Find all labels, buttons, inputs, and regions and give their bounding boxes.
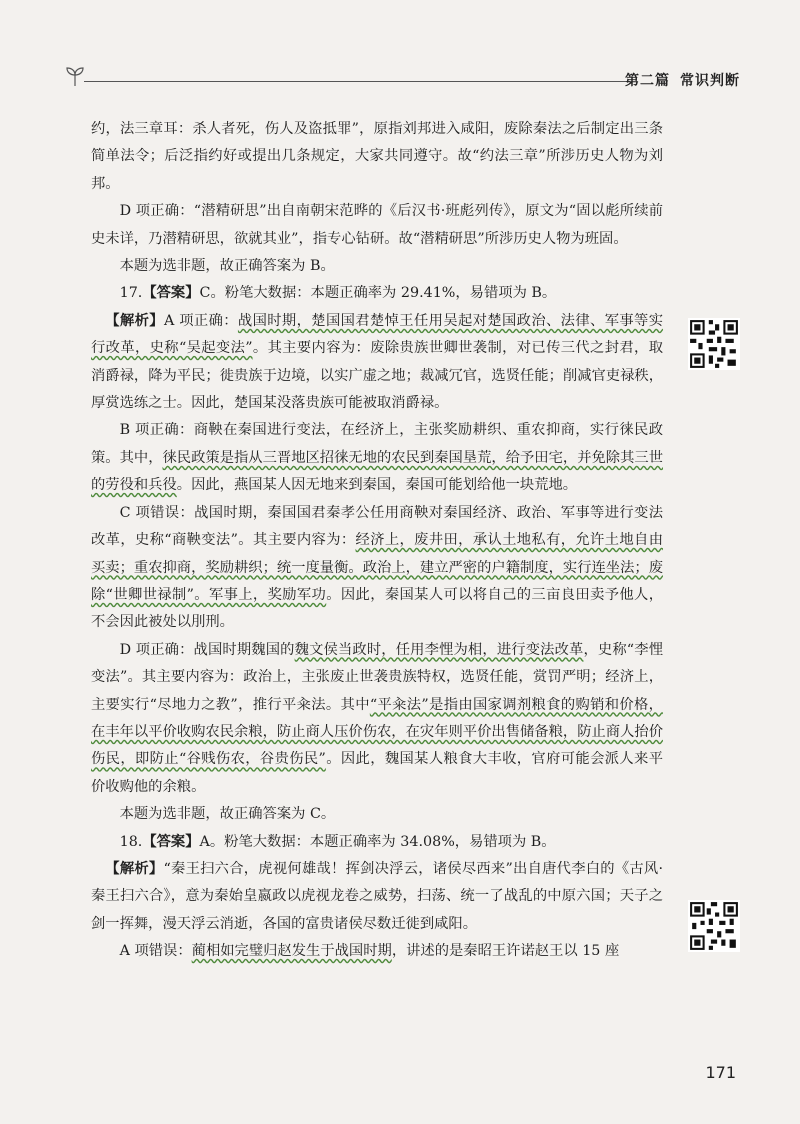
q17-analysis-b [91,417,663,499]
q17-analysis-a [91,308,663,418]
q18-analysis-a [91,938,663,965]
q17-b-lead: B 项正确：商鞅在秦国进行变法，在经济上，主张奖励耕织、重农抑商，实行徕民政策。其中， [91,422,663,466]
q17-d-lead: D 项正确：战国时期魏国的 [119,641,295,658]
header-rule [84,81,630,82]
header-section: 第二篇 [625,73,670,89]
q17-answer [91,280,663,307]
page-body [91,116,663,966]
leaf-icon [64,66,86,88]
q17-d-middle: ，史称“李悝变法”。其主要内容为：政治上，主张废止世袭贵族特权，选贤任能，赏罚严明；经济上，主要实行“尽地力之教”，推行平籴法。其中 [91,641,664,713]
q17-answer-tag: 【答案】 [142,285,200,302]
q17-answer-text: C。粉笔大数据：本题正确率为 29.41%，易错项为 B。 [199,285,557,302]
q17-a-underlined: 战国时期，楚国国君楚悼王任用吴起对楚国政治、法律、军事等实行改革，史称“吴起变法” [91,312,664,357]
q17-b-underlined: 徕民政策是指从三晋地区招徕无地的农民到秦国垦荒，给予田宅，并免除其三世的劳役和兵役 [91,449,663,494]
page-number: 171 [705,1063,736,1082]
header-title [625,70,740,90]
q18-a-underlined: 蔺相如完璧归赵发生于战国时期 [191,943,392,960]
page-header [64,66,740,96]
q18-a-lead: A 项错误： [119,943,192,960]
q18-analysis-tag: 【解析】 [105,860,164,877]
q18-answer-tag: 【答案】 [142,833,200,850]
qr-code-icon[interactable] [688,318,740,370]
paragraph-continuation: 约，法三章耳：杀人者死，伤人及盗抵罪”，原指刘邦进入咸阳，废除秦法之后制定出三条简单法令；后泛指约好或提出几条规定，大家共同遵守。故“约法三章”所涉历史人物为刘邦。 [91,121,663,192]
q17-c-lead: C 项错误：战国时期，秦国国君秦孝公任用商鞅对秦国经济、政治、军事等进行变法改革，史称“商鞅变法”。其主要内容为： [91,504,663,549]
q18-analysis [91,856,663,938]
q17-number: 17. [119,285,143,302]
q17-b-rest: 。因此，燕国某人因无地来到秦国，秦国可能划给他一块荒地。 [176,477,578,494]
q17-d-underlined-1: 魏文侯当政时，任用李悝为相，进行变法改革 [294,641,584,658]
q17-analysis-tag: 【解析】 [105,312,164,329]
q17-a-rest: 。其主要内容为：废除贵族世卿世袭制，对已传三代之封君，取消爵禄，降为平民；徙贵族于边境，以实广虚之地；裁减冗官，选贤任能；削减官吏禄秩，厚赏选练之士。因此，楚国某没落贵族可能被取消爵禄。 [91,340,663,412]
q18-analysis-text: “秦王扫六合，虎视何雄哉！挥剑决浮云，诸侯尽西来”出自唐代李白的《古风·秦王扫六合》，意为秦始皇嬴政以虎视龙卷之威势，扫荡、统一了战乱的中原六国；天子之剑一挥舞，漫天浮云消逝，各国的富贵诸侯尽数迁徙到咸阳。 [91,860,663,932]
header-chapter: 常识判断 [680,73,740,89]
qr-code-icon[interactable] [688,900,740,952]
q17-c-underlined: 经济上，废井田，承认土地私有，允许土地自由买卖；重农抑商，奖励耕织；统一度量衡。政治上，建立严密的户籍制度，实行连坐法；废除“世卿世禄制”。军事上，奖励军功 [91,532,663,603]
paragraph-answer-16: 本题为选非题，故正确答案为 B。 [119,258,335,275]
q18-answer-text: A。粉笔大数据：本题正确率为 34.08%，易错项为 B。 [199,833,556,850]
q17-d-underlined-2: “平籴法”是指由国家调剂粮食的购销和价格，在丰年以平价收购农民余粮，防止商人压价伤农，在灾年则平价出售储备粮，防止商人抬价伤民，即防止“谷贱伤农，谷贵伤民” [91,696,663,768]
paragraph-answer-17: 本题为选非题，故正确答案为 C。 [119,806,336,823]
q17-c-rest: 。因此，秦国某人可以将自己的三亩良田卖予他人，不会因此被处以刖刑。 [91,586,663,631]
q18-answer [91,829,663,856]
q17-analysis-d [91,637,663,801]
q17-a-lead: A 项正确： [163,312,238,329]
q18-a-rest: ，讲述的是秦昭王许诺赵王以 15 座 [391,943,620,960]
q17-d-rest: 。因此，魏国某人粮食大丰收，官府可能会派人来平价收购他的余粮。 [91,751,663,795]
paragraph-option-d: D 项正确：“潜精研思”出自南朝宋范晔的《后汉书·班彪列传》，原文为“固以彪所续前史未详，乃潜精研思，欲就其业”，指专心钻研。故“潜精研思”所涉历史人物为班固。 [91,203,663,247]
q17-analysis-c [91,500,663,637]
q18-number: 18. [119,833,143,850]
